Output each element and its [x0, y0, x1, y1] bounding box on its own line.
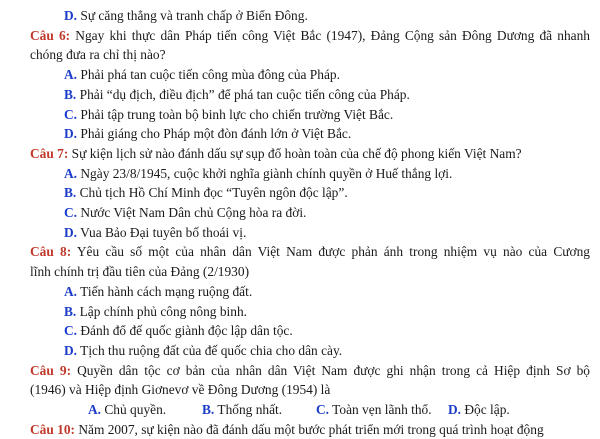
option-line	[30, 223, 590, 243]
option-line	[30, 203, 590, 223]
option-line	[30, 183, 590, 203]
option-text: Phải tập trung toàn bộ binh lực cho chiến trường Việt Bắc.	[77, 106, 394, 122]
option-label: A.	[64, 165, 78, 181]
option-label: A.	[64, 283, 78, 299]
option-a	[88, 400, 202, 420]
option-label: C.	[64, 106, 78, 122]
question-8	[30, 242, 590, 262]
option-line	[30, 302, 590, 322]
option-label: B.	[64, 185, 77, 201]
question-text: Ngay khi thực dân Pháp tiến công Việt Bắc (1947), Đảng Cộng sản Đông Dương đã nhanh	[70, 27, 590, 43]
option-label: C.	[64, 205, 78, 221]
option-label: B.	[64, 303, 77, 319]
option-line	[30, 85, 590, 105]
question-text: (1946) và Hiệp định Giơnevơ về Đông Dương (1954) là	[30, 382, 331, 398]
option-line	[30, 341, 590, 361]
option-text: Phải phá tan cuộc tiến công mùa đông của Pháp.	[77, 67, 340, 83]
question-text: chóng đưa ra chỉ thị nào?	[30, 47, 166, 63]
option-label: D.	[64, 126, 78, 142]
option-text: Phải giáng cho Pháp một đòn đánh lớn ở Việt Bắc.	[77, 126, 352, 142]
option-text: Nước Việt Nam Dân chủ Cộng hòa ra đời.	[77, 205, 307, 221]
question-label: Câu 9:	[30, 362, 72, 378]
option-d	[448, 400, 568, 420]
question-label: Câu 10:	[30, 421, 76, 437]
option-text: Chủ tịch Hồ Chí Minh đọc “Tuyên ngôn độc lập”.	[76, 185, 348, 201]
option-text: Toàn vẹn lãnh thổ.	[329, 402, 432, 418]
option-line	[30, 105, 590, 125]
option-line	[30, 65, 590, 85]
option-label: D.	[64, 342, 78, 358]
option-label: C.	[316, 402, 330, 418]
option-label: A.	[88, 402, 102, 418]
option-text: Đánh đổ đế quốc giành độc lập dân tộc.	[77, 323, 293, 339]
option-label: C.	[64, 323, 78, 339]
option-label: B.	[202, 402, 215, 418]
question-6	[30, 26, 590, 46]
question-text: Sự kiện lịch sử nào đánh dấu sự sụp đổ hoàn toàn của chế độ phong kiến Việt Nam?	[68, 145, 522, 161]
option-text: Sự căng thẳng và tranh chấp ở Biển Đông.	[77, 8, 308, 23]
option-line	[30, 6, 590, 26]
question-10	[30, 420, 590, 439]
question-label: Câu 6:	[30, 27, 71, 43]
question-label: Câu 7:	[30, 145, 69, 161]
option-text: Thống nhất.	[214, 402, 283, 418]
option-label: A.	[64, 67, 78, 83]
question-7	[30, 144, 590, 164]
option-line	[30, 321, 590, 341]
option-line	[30, 124, 590, 144]
option-line	[30, 282, 590, 302]
option-b	[202, 400, 316, 420]
option-text: Vua Bảo Đại tuyên bố thoái vị.	[77, 224, 247, 240]
option-label: D.	[448, 402, 462, 418]
question-text: Yêu cầu số một của nhân dân Việt Nam được phản ánh trong nhiệm vụ nào của Cương	[71, 244, 590, 260]
option-label: D.	[64, 224, 78, 240]
option-row	[30, 400, 590, 420]
question-text: lĩnh chính trị đầu tiên của Đảng (2/1930)	[30, 264, 250, 280]
question-9	[30, 361, 590, 381]
option-text: Độc lập.	[461, 402, 510, 418]
option-text: Chủ quyền.	[101, 402, 167, 418]
question-text: Quyền dân tộc cơ bản của nhân dân Việt Nam được ghi nhận trong cả Hiệp định Sơ bộ	[71, 362, 590, 378]
option-text: Tiến hành cách mạng ruộng đất.	[77, 283, 253, 299]
option-line	[30, 164, 590, 184]
option-label: B.	[64, 86, 77, 102]
question-9-continued	[30, 380, 590, 400]
option-label: D.	[64, 8, 78, 23]
option-c	[316, 400, 448, 420]
option-text: Lập chính phủ công nông binh.	[76, 303, 247, 319]
question-label: Câu 8:	[30, 244, 72, 260]
option-text: Tịch thu ruộng đất của đế quốc chia cho dân cày.	[77, 342, 343, 358]
option-text: Phải “dụ địch, điều địch” để phá tan cuộc tiến công của Pháp.	[76, 86, 410, 102]
question-6-continued	[30, 45, 590, 65]
question-text: Năm 2007, sự kiện nào đã đánh dấu một bước phát triển mới trong quá trình hoạt động	[75, 421, 544, 437]
option-text: Ngày 23/8/1945, cuộc khởi nghĩa giành chính quyền ở Huế thắng lợi.	[77, 165, 453, 181]
question-8-continued	[30, 262, 590, 282]
